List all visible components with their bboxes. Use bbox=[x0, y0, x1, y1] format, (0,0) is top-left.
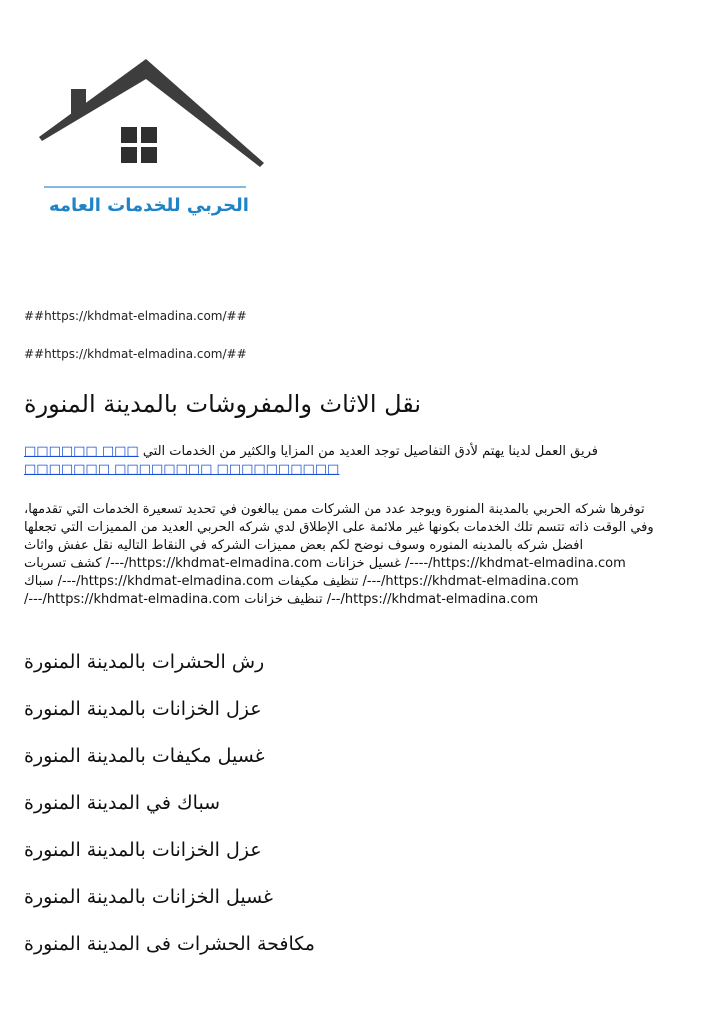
url-line-1: ##https://khdmat-elmadina.com/## bbox=[24, 309, 247, 323]
intro-text: فريق العمل لدينا يهتم لأدق التفاصيل توجد العديد من المزايا والكثير من الخدمات التي bbox=[142, 444, 599, 459]
intro-paragraph bbox=[24, 443, 652, 479]
heading-tank-insulation: عزل الخزانات بالمدينة المنورة bbox=[24, 698, 262, 720]
url-line-2: ##https://khdmat-elmadina.com/## bbox=[24, 347, 247, 361]
window-pane-tr bbox=[141, 127, 157, 143]
heading-plumber: سباك في المدينة المنورة bbox=[24, 792, 221, 814]
heading-tank-insulation-2: عزل الخزانات بالمدينة المنورة bbox=[24, 839, 262, 861]
window-pane-tl bbox=[121, 127, 137, 143]
page-title: نقل الاثاث والمفروشات بالمدينة المنورة bbox=[24, 390, 422, 418]
body-paragraph: توفرها شركه الحربي بالمدينة المنورة ويوجد عدد من الشركات ممن يبالغون في تحديد تسعيرة الخدمات التي تقدمها، وفي الوقت ذاته تتسم تلك الخدمات بكونها غير ملائمة على الإطلاق لدي شركه الحربي العديد من المميزات التي تجعلها افضل شركه بالمدينه المنوره وسوف نوضح لكم بعض مميزات الشركه في النقاط التاليه نقل عفش واثاث https://khdmat-elmadina.com/----/ غسيل خزانات https://khdmat-elmadina.com/---/ كشف تسربات https://khdmat-elmadina.com/---/ تنظيف مكيفات https://khdmat-elmadina.com/---/ سباك https://khdmat-elmadina.com/--/ تنظيف خزانات https://khdmat-elmadina.com/---/ bbox=[24, 502, 654, 607]
window-pane-bl bbox=[121, 147, 137, 163]
heading-ac-washing: غسيل مكيفات بالمدينة المنورة bbox=[24, 745, 265, 767]
brand-text: الحربي للخدمات العامه bbox=[49, 195, 249, 216]
intro-link[interactable]: □□□ □□□□□□ □□□□□□□□□□ □□□□□□□□ □□□□□□□ bbox=[24, 444, 340, 477]
company-logo bbox=[24, 45, 264, 285]
heading-pest-control: مكافحة الحشرات فى المدينة المنورة bbox=[24, 933, 315, 955]
window-pane-br bbox=[141, 147, 157, 163]
heading-pest-spraying: رش الحشرات بالمدينة المنورة bbox=[24, 651, 265, 673]
house-logo-graphic bbox=[24, 45, 264, 285]
heading-tank-washing: غسيل الخزانات بالمدينة المنورة bbox=[24, 886, 273, 908]
